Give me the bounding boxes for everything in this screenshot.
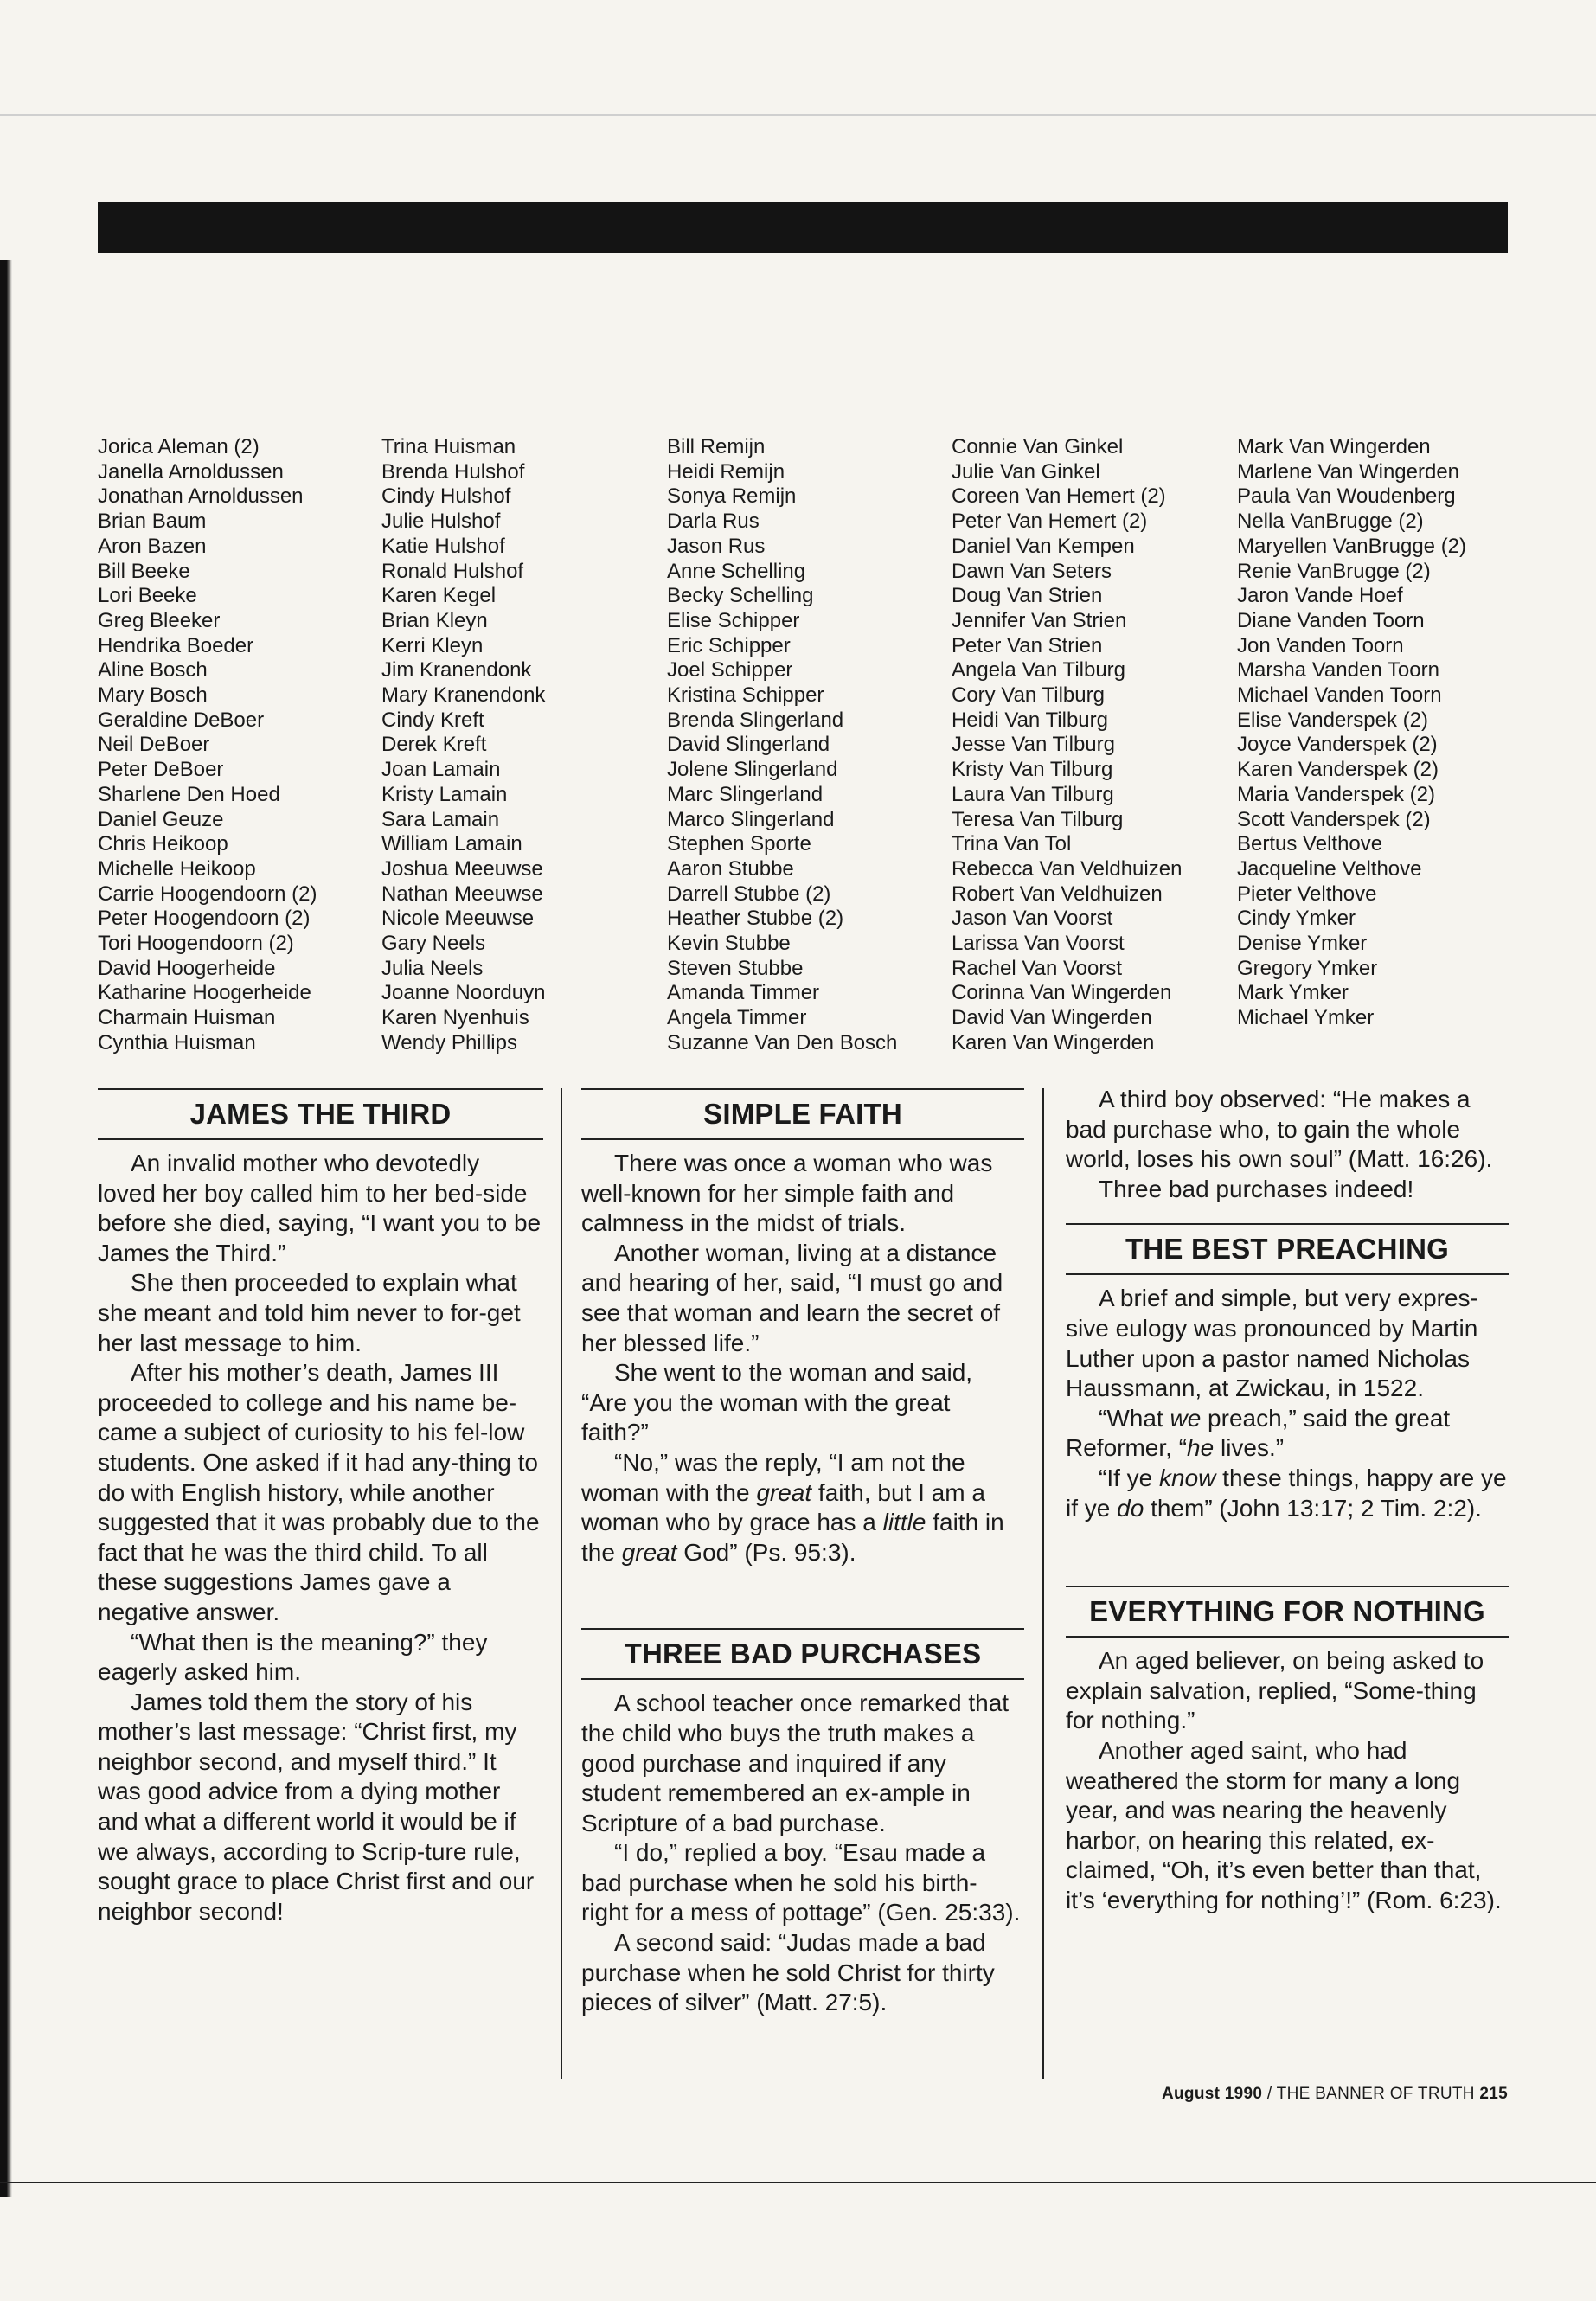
donor-name: Heidi Van Tilburg: [952, 708, 1108, 732]
donor-name: Elise Vanderspek (2): [1237, 708, 1428, 732]
james-paragraph-3: After his mother’s death, James III proceeded to college and his name be-came a subject of curiosity to his fel-low students. One asked if it had any-thing to do with English history, while another suggested that it was probably due to the fact that he was the third child. To all these suggestions James gave a negative answer.: [98, 1359, 540, 1625]
donor-name: Daniel Van Kempen: [952, 534, 1135, 558]
donor-name: Darrell Stubbe (2): [667, 881, 831, 906]
donor-name: Hendrika Boeder: [98, 633, 254, 657]
donor-name: Joshua Meeuwse: [381, 856, 543, 881]
donor-name: Steven Stubbe: [667, 956, 804, 980]
donor-name: Sharlene Den Hoed: [98, 782, 280, 806]
names-column-1: [98, 435, 375, 1056]
purchases-paragraph-3: A second said: “Judas made a bad purchase when he sold Christ for thirty pieces of silver” (Matt. 27:5).: [581, 1929, 995, 2016]
donor-name: Dawn Van Seters: [952, 559, 1112, 583]
donor-name: Joanne Noorduyn: [381, 981, 546, 1005]
donor-name: Peter Van Hemert (2): [952, 510, 1148, 534]
donor-name: Angela Van Tilburg: [952, 658, 1126, 683]
donor-name: Kristy Van Tilburg: [952, 758, 1113, 782]
donor-name: Heather Stubbe (2): [667, 907, 844, 931]
donor-name: Joyce Vanderspek (2): [1237, 733, 1438, 757]
faith-paragraph-2: Another woman, living at a distance and hearing of her, said, “I must go and see that woman and learn the secret of her blessed life.”: [581, 1239, 1003, 1356]
donor-name: Becky Schelling: [667, 584, 814, 608]
donor-name: Eric Schipper: [667, 633, 791, 657]
donor-name: Nathan Meeuwse: [381, 881, 543, 906]
donor-name: Aaron Stubbe: [667, 856, 794, 881]
preaching-paragraph-2: “What we preach,” said the great Reformer, “he lives.”: [1066, 1404, 1451, 1462]
donor-name: Peter Hoogendoorn (2): [98, 907, 311, 931]
donor-name: Janella Arnoldussen: [98, 459, 284, 484]
donor-name: Karen Vanderspek (2): [1237, 758, 1439, 782]
donor-name: Sonya Remijn: [667, 484, 797, 509]
donor-name: Joan Lamain: [381, 758, 501, 782]
donor-name: Marc Slingerland: [667, 782, 824, 806]
donor-name: Marco Slingerland: [667, 807, 835, 831]
james-paragraph-2: She then proceeded to explain what she meant and told him never to for-get her last message to him.: [98, 1269, 521, 1356]
donor-name: Jorica Aleman (2): [98, 435, 260, 458]
names-column-4: [952, 435, 1228, 1056]
donor-name: Jim Kranendonk: [381, 658, 532, 683]
donor-name: Carrie Hoogendoorn (2): [98, 881, 317, 906]
donor-name: Coreen Van Hemert (2): [952, 484, 1166, 509]
donor-name: Julie Hulshof: [381, 510, 501, 534]
donor-name: Jaron Vande Hoef: [1237, 584, 1403, 608]
james-paragraph-5: James told them the story of his mother’s last message: “Christ first, my neighbor second, and myself third.” It was good advice from a dying mother and what a different world it would be if we always, according to Scrip-ture rule, sought grace to place Christ first and our neighbor second!: [98, 1688, 535, 1925]
donor-name: Laura Van Tilburg: [952, 782, 1114, 806]
column-divider-2: [1042, 1088, 1044, 2079]
purchases-continued-paragraph-2: Three bad purchases indeed!: [1099, 1175, 1414, 1202]
donor-name: Katharine Hoogerheide: [98, 981, 311, 1005]
donor-name: Brian Kleyn: [381, 608, 488, 632]
donor-name: Cindy Kreft: [381, 708, 484, 732]
donor-name: Maryellen VanBrugge (2): [1237, 534, 1467, 558]
donor-name: Teresa Van Tilburg: [952, 807, 1124, 831]
donor-name: Daniel Geuze: [98, 807, 224, 831]
donor-name: Chris Heikoop: [98, 832, 228, 856]
donor-name: Anne Schelling: [667, 559, 806, 583]
donor-name: Julia Neels: [381, 956, 484, 980]
donor-name: Scott Vanderspek (2): [1237, 807, 1431, 831]
donor-name: Doug Van Strien: [952, 584, 1103, 608]
donor-name: Karen Van Wingerden: [952, 1030, 1155, 1054]
article-column-2: [581, 1088, 1024, 2018]
donor-name: Elise Schipper: [667, 608, 800, 632]
donor-name: Mary Bosch: [98, 683, 208, 708]
donor-name: Larissa Van Voorst: [952, 932, 1125, 956]
donor-name: Jon Vanden Toorn: [1237, 633, 1404, 657]
purchases-paragraph-1: A school teacher once remarked that the child who buys the truth makes a good purchase and inquired if any student remembered an ex-ample in Scripture of a bad purchase.: [581, 1689, 1010, 1836]
purchases-continued-paragraph-1: A third boy observed: “He makes a bad purchase who, to gain the whole world, loses his own soul” (Matt. 16:26).: [1066, 1086, 1493, 1173]
preaching-paragraph-3: “If ye know these things, happy are ye if ye do them” (John 13:17; 2 Tim. 2:2).: [1066, 1464, 1507, 1522]
donor-name: Renie VanBrugge (2): [1237, 559, 1431, 583]
nothing-paragraph-1: An aged believer, on being asked to explain salvation, replied, “Some-thing for nothing.”: [1066, 1647, 1484, 1734]
james-paragraph-4: “What then is the meaning?” they eagerly asked him.: [98, 1628, 488, 1686]
donor-name: Michael Vanden Toorn: [1237, 683, 1442, 708]
donor-name: Angela Timmer: [667, 1006, 807, 1030]
donor-name: Heidi Remijn: [667, 459, 785, 484]
donor-name: Connie Van Ginkel: [952, 435, 1124, 458]
donor-name: Robert Van Veldhuizen: [952, 881, 1163, 906]
donor-name: David Slingerland: [667, 733, 830, 757]
donor-name: Cynthia Huisman: [98, 1030, 256, 1054]
donor-name: Derek Kreft: [381, 733, 487, 757]
donor-name: Nella VanBrugge (2): [1237, 510, 1424, 534]
faith-paragraph-3: She went to the woman and said, “Are you the woman with the great faith?”: [581, 1359, 973, 1446]
donor-name: Gregory Ymker: [1237, 956, 1378, 980]
james-paragraph-1: An invalid mother who devotedly loved her boy called him to her bed-side before she died, saying, “I want you to be James the Third.”: [98, 1150, 542, 1266]
donor-name: Neil DeBoer: [98, 733, 210, 757]
donor-name: Darla Rus: [667, 510, 760, 534]
article-column-3: [1066, 1085, 1509, 1915]
donor-name: Julie Van Ginkel: [952, 459, 1100, 484]
donor-name: Jason Van Voorst: [952, 907, 1113, 931]
donor-name: Michelle Heikoop: [98, 856, 256, 881]
donor-name: Karen Nyenhuis: [381, 1006, 529, 1030]
donor-name: Joel Schipper: [667, 658, 793, 683]
donor-name: Kerri Kleyn: [381, 633, 484, 657]
preaching-paragraph-1: A brief and simple, but very expres-sive eulogy was pronounced by Martin Luther upon a pastor named Nicholas Haussmann, at Zwickau, in 1522.: [1066, 1285, 1478, 1402]
footer-page-number: 215: [1479, 2085, 1508, 2103]
donor-name: Paula Van Woudenberg: [1237, 484, 1456, 509]
donor-name: Kristy Lamain: [381, 782, 508, 806]
donor-name: Wendy Phillips: [381, 1030, 517, 1054]
everything-for-nothing-heading: EVERYTHING FOR NOTHING: [1066, 1586, 1509, 1638]
footer-date: August 1990: [1162, 2085, 1263, 2103]
donor-name: David Van Wingerden: [952, 1006, 1152, 1030]
purchases-paragraph-2: “I do,” replied a boy. “Esau made a bad purchase when he sold his birth-right for a mess of pottage” (Gen. 25:33).: [581, 1839, 1021, 1926]
faith-paragraph-1: There was once a woman who was well-known for her simple faith and calmness in the midst of trials.: [581, 1150, 993, 1237]
donor-name: Brenda Hulshof: [381, 459, 525, 484]
donor-name: Marsha Vanden Toorn: [1237, 658, 1439, 683]
donor-name: Jolene Slingerland: [667, 758, 838, 782]
donor-name: Trina Huisman: [381, 435, 516, 458]
three-bad-purchases-heading: THREE BAD PURCHASES: [581, 1628, 1024, 1680]
donor-name: Ronald Hulshof: [381, 559, 524, 583]
donor-name: Brian Baum: [98, 510, 207, 534]
footer-publication: / THE BANNER OF TRUTH: [1262, 2085, 1480, 2103]
binding-edge: [0, 260, 12, 2197]
article-column-1: [98, 1088, 543, 1926]
donor-name: Bill Beeke: [98, 559, 190, 583]
donor-name: Jacqueline Velthove: [1237, 856, 1422, 881]
top-page-edge: [0, 114, 1596, 116]
names-column-3: [667, 435, 944, 1056]
donor-name: Kevin Stubbe: [667, 932, 791, 956]
donor-name: Cindy Hulshof: [381, 484, 511, 509]
donor-name: Brenda Slingerland: [667, 708, 844, 732]
nothing-paragraph-2: Another aged saint, who had weathered the storm for many a long year, and was nearing the heavenly harbor, on hearing this related, ex-claimed, “Oh, it’s even better than that, it’s ‘everything for nothing’!” (Rom. 6:23).: [1066, 1736, 1502, 1913]
donor-name: Katie Hulshof: [381, 534, 505, 558]
faith-paragraph-4: “No,” was the reply, “I am not the woman with the great faith, but I am a woman who by grace has a little faith in the great God” (Ps. 95:3).: [581, 1448, 1004, 1566]
donor-name: Kristina Schipper: [667, 683, 824, 708]
donor-name: Mark Van Wingerden: [1237, 435, 1431, 458]
donor-name: Peter DeBoer: [98, 758, 224, 782]
james-the-third-heading: JAMES THE THIRD: [98, 1088, 543, 1140]
donor-name: Bill Remijn: [667, 435, 766, 458]
donor-name: Sara Lamain: [381, 807, 500, 831]
donor-name: Trina Van Tol: [952, 832, 1072, 856]
header-black-bar: [98, 202, 1508, 253]
donor-name: Jonathan Arnoldussen: [98, 484, 304, 509]
donor-name: Rachel Van Voorst: [952, 956, 1123, 980]
donor-name: Karen Kegel: [381, 584, 497, 608]
names-column-5: [1237, 435, 1514, 1031]
best-preaching-heading: THE BEST PREACHING: [1066, 1223, 1509, 1275]
donor-name: Charmain Huisman: [98, 1006, 276, 1030]
bottom-page-edge: [0, 2182, 1596, 2183]
donor-name: Aline Bosch: [98, 658, 208, 683]
column-divider-1: [561, 1088, 562, 2079]
donor-name: Mark Ymker: [1237, 981, 1349, 1005]
donor-name: Diane Vanden Toorn: [1237, 608, 1425, 632]
donor-name: Bertus Velthove: [1237, 832, 1383, 856]
donor-name: Amanda Timmer: [667, 981, 820, 1005]
donor-name: Cory Van Tilburg: [952, 683, 1105, 708]
donor-name: William Lamain: [381, 832, 522, 856]
donor-name: Stephen Sporte: [667, 832, 811, 856]
donor-name: Mary Kranendonk: [381, 683, 546, 708]
names-column-2: [381, 435, 658, 1056]
donor-name: Pieter Velthove: [1237, 881, 1377, 906]
donor-name: Suzanne Van Den Bosch: [667, 1030, 898, 1054]
simple-faith-heading: SIMPLE FAITH: [581, 1088, 1024, 1140]
donor-name: Aron Bazen: [98, 534, 207, 558]
donor-name: David Hoogerheide: [98, 956, 276, 980]
donor-name: Cindy Ymker: [1237, 907, 1356, 931]
donor-name: Corinna Van Wingerden: [952, 981, 1172, 1005]
donor-name: Peter Van Strien: [952, 633, 1103, 657]
donor-name: Denise Ymker: [1237, 932, 1368, 956]
donor-name: Jennifer Van Strien: [952, 608, 1127, 632]
donor-name: Geraldine DeBoer: [98, 708, 265, 732]
donor-name: Maria Vanderspek (2): [1237, 782, 1435, 806]
donor-name: Lori Beeke: [98, 584, 197, 608]
donor-name: Gary Neels: [381, 932, 486, 956]
page-footer: [1162, 2085, 1508, 2104]
donor-name: Jesse Van Tilburg: [952, 733, 1115, 757]
donor-name: Jason Rus: [667, 534, 766, 558]
donor-name: Greg Bleeker: [98, 608, 221, 632]
donor-name: Rebecca Van Veldhuizen: [952, 856, 1183, 881]
donor-name: Tori Hoogendoorn (2): [98, 932, 294, 956]
donor-name: Nicole Meeuwse: [381, 907, 535, 931]
donor-name: Michael Ymker: [1237, 1006, 1375, 1030]
donor-name: Marlene Van Wingerden: [1237, 459, 1460, 484]
